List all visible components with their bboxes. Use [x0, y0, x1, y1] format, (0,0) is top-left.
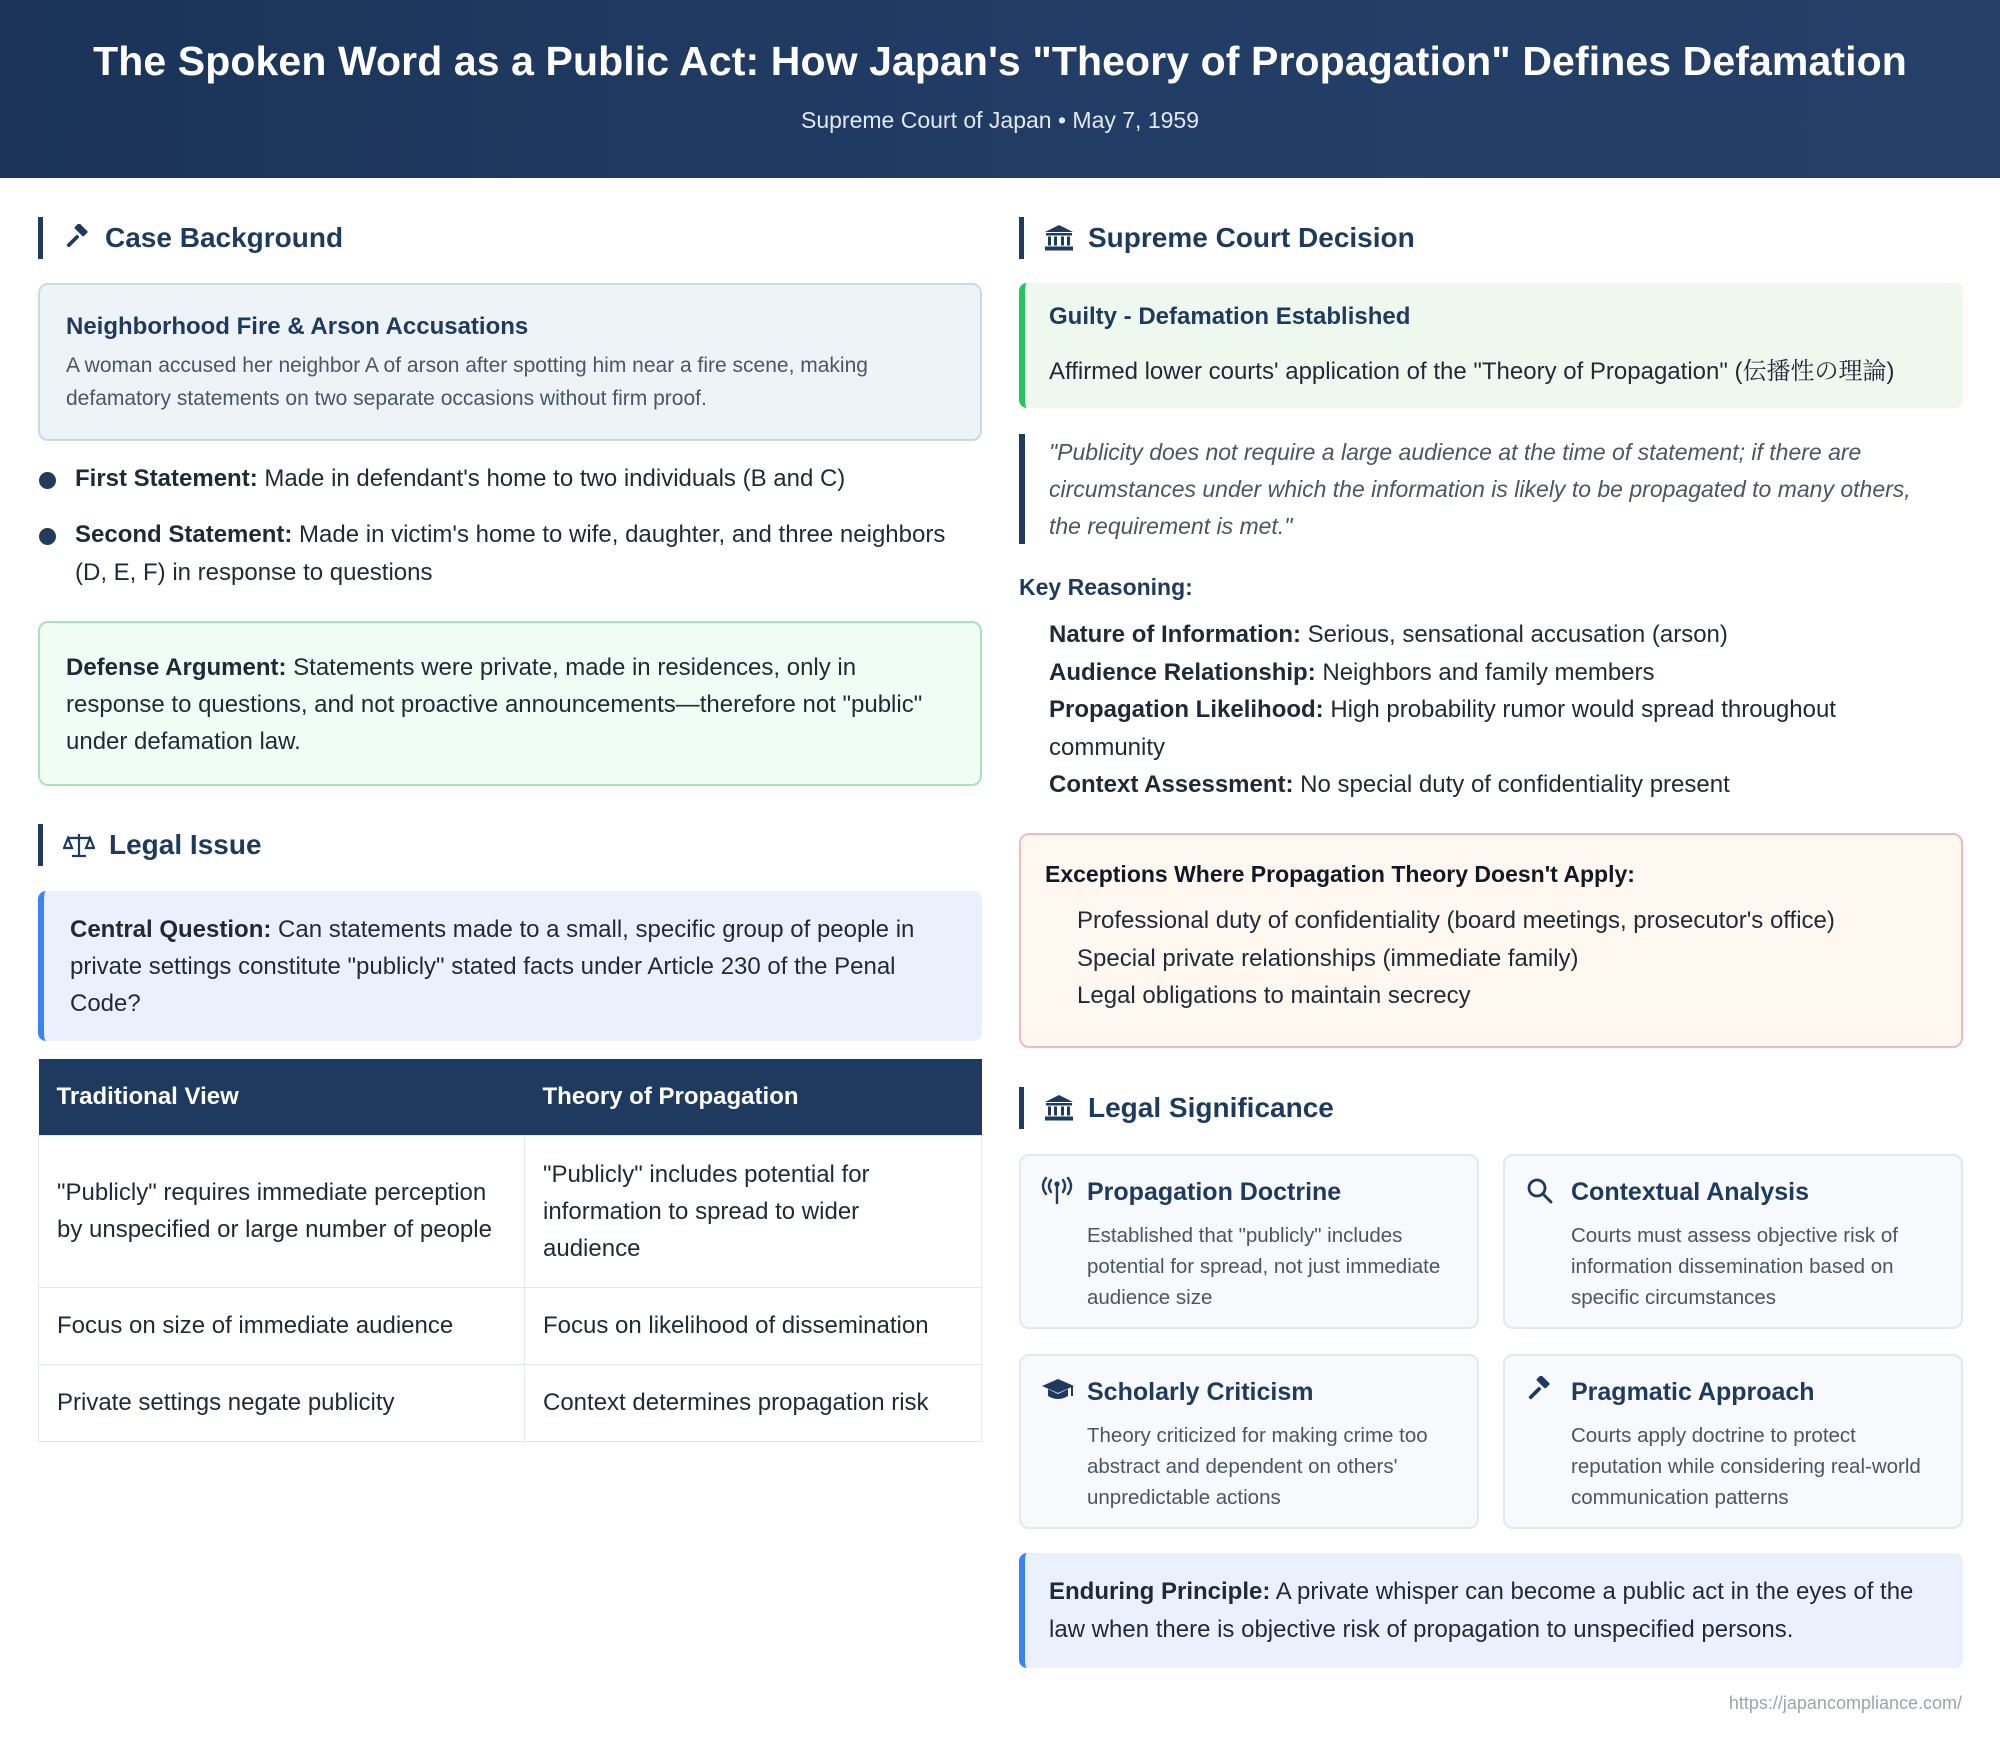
reasoning-text: High probability rumor would spread throughout community: [1049, 696, 1836, 761]
page-header: [0, 0, 2000, 178]
reasoning-text: Serious, sensational accusation (arson): [1301, 621, 1728, 648]
table-cell: Focus on likelihood of dissemination: [525, 1287, 982, 1364]
section-title: Legal Issue: [109, 829, 262, 860]
column-header: Theory of Propagation: [525, 1059, 982, 1135]
legal-issue-heading: [38, 824, 262, 866]
question-text: Can statements made to a small, specific group of people in private settings constitute "publicly" stated facts under Article 230 of the Penal Code?: [70, 916, 915, 1017]
defense-argument-box: [38, 621, 982, 786]
table-row: [39, 1135, 982, 1287]
table-row: [39, 1364, 982, 1441]
reasoning-label: Context Assessment:: [1049, 771, 1294, 798]
table-cell: Private settings negate publicity: [39, 1364, 525, 1441]
list-item: [38, 516, 982, 592]
search-icon: [1525, 1176, 1555, 1206]
enduring-principle-box: [1019, 1553, 1963, 1668]
significance-card: [1503, 1354, 1963, 1529]
table-header-row: [39, 1059, 982, 1135]
card-text: Courts must assess objective risk of information dissemination based on specific circumstances: [1571, 1224, 1898, 1309]
case-summary-text: A woman accused her neighbor A of arson after spotting him near a fire scene, making defamatory statements on two separate occasions without firm proof.: [66, 354, 868, 410]
landmark-icon: [1044, 224, 1074, 252]
exceptions-list: [1045, 902, 1937, 1015]
table-cell: Context determines propagation risk: [525, 1364, 982, 1441]
card-title: Propagation Doctrine: [1087, 1178, 1342, 1206]
graduation-cap-icon: [1041, 1376, 1075, 1404]
list-item: [1049, 654, 1949, 692]
list-item: [38, 460, 982, 498]
section-title: Case Background: [105, 222, 344, 253]
landmark-icon: [1044, 1094, 1074, 1122]
card-text: Established that "publicly" includes potential for spread, not just immediate audience size: [1087, 1224, 1441, 1309]
list-item: [1049, 691, 1949, 766]
key-reasoning-list: [1049, 616, 1949, 804]
table-cell: Focus on size of immediate audience: [39, 1287, 525, 1364]
case-background-heading: [38, 217, 343, 259]
card-title: Scholarly Criticism: [1087, 1378, 1314, 1406]
case-summary-title: Neighborhood Fire & Arson Accusations: [66, 313, 529, 340]
list-item: Professional duty of confidentiality (board meetings, prosecutor's office): [1077, 907, 1835, 934]
court-quote: "Publicity does not require a large audience at the time of statement; if there are circumstances under which the information is likely to be propagated to many others, the requirement is met.": [1019, 434, 1963, 544]
reasoning-label: Audience Relationship:: [1049, 658, 1316, 686]
comparison-table: [38, 1059, 982, 1442]
defense-text: Statements were private, made in residences, only in response to questions, and not proactive announcements—therefore not "public" under defamation law.: [66, 654, 923, 755]
table-cell: "Publicly" includes potential for information to spread to wider audience: [525, 1135, 982, 1287]
gavel-icon: [63, 224, 91, 252]
significance-card: [1019, 1154, 1479, 1329]
reasoning-text: Neighbors and family members: [1315, 658, 1655, 686]
reasoning-label: Nature of Information:: [1049, 621, 1301, 648]
page-subtitle: Supreme Court of Japan • May 7, 1959: [801, 107, 1199, 133]
verdict-title: Guilty - Defamation Established: [1049, 303, 1411, 330]
central-question-box: [38, 891, 982, 1041]
statement-label: Second Statement:: [75, 521, 293, 548]
table-cell: "Publicly" requires immediate perception by unspecified or large number of people: [39, 1135, 525, 1287]
list-item: Legal obligations to maintain secrecy: [1077, 982, 1471, 1009]
section-title: Supreme Court Decision: [1088, 222, 1415, 253]
reasoning-text: No special duty of confidentiality present: [1293, 771, 1730, 798]
verdict-text: Affirmed lower courts' application of the "Theory of Propagation" (伝播性の理論): [1049, 358, 1895, 385]
case-summary-box: [38, 283, 982, 441]
list-item: [1049, 616, 1949, 654]
list-item: Special private relationships (immediate family): [1077, 944, 1579, 972]
statement-text: Made in defendant's home to two individuals (B and C): [257, 465, 846, 492]
statement-text: Made in victim's home to wife, daughter, and three neighbors (D, E, F) in response to questions: [75, 521, 946, 586]
list-item: [1049, 766, 1949, 804]
gavel-icon: [1525, 1376, 1553, 1404]
card-title: Pragmatic Approach: [1571, 1378, 1815, 1406]
scale-icon: [63, 831, 95, 859]
defense-label: Defense Argument:: [66, 654, 287, 681]
column-header: Traditional View: [39, 1059, 525, 1135]
exceptions-box: [1019, 833, 1963, 1048]
supreme-court-decision-heading: [1019, 217, 1415, 259]
reasoning-label: Propagation Likelihood:: [1049, 696, 1324, 723]
principle-text: A private whisper can become a public act in the eyes of the law when there is objective risk of propagation to unspecified persons.: [1049, 1578, 1914, 1643]
broadcast-tower-icon: [1041, 1176, 1073, 1206]
significance-card: [1019, 1354, 1479, 1529]
page-title: The Spoken Word as a Public Act: How Japan's "Theory of Propagation" Defines Defamation: [93, 38, 1907, 84]
verdict-box: [1019, 283, 1963, 408]
question-label: Central Question:: [70, 916, 272, 943]
source-link[interactable]: https://japancompliance.com/: [1728, 1693, 1962, 1713]
statement-label: First Statement:: [75, 465, 258, 492]
card-text: Theory criticized for making crime too abstract and dependent on others' unpredictable actions: [1087, 1424, 1428, 1509]
card-text: Courts apply doctrine to protect reputation while considering real-world communication patterns: [1571, 1424, 1921, 1509]
significance-card: [1503, 1154, 1963, 1329]
exceptions-title: Exceptions Where Propagation Theory Doesn't Apply:: [1045, 861, 1635, 887]
table-row: [39, 1287, 982, 1364]
key-reasoning-title: Key Reasoning:: [1019, 574, 1193, 600]
legal-significance-heading: [1019, 1087, 1334, 1129]
section-title: Legal Significance: [1088, 1092, 1334, 1123]
principle-label: Enduring Principle:: [1049, 1578, 1271, 1605]
statements-list: [38, 460, 982, 592]
card-title: Contextual Analysis: [1571, 1178, 1810, 1206]
